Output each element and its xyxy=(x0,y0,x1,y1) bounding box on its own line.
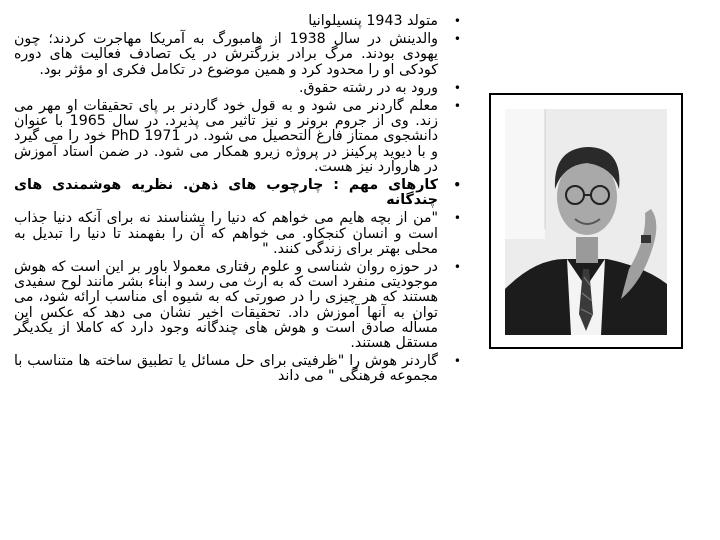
portrait-frame xyxy=(489,93,683,349)
bullet-dot: • xyxy=(453,14,461,28)
bullet-item-quote xyxy=(14,211,466,257)
bullet-dot: • xyxy=(453,32,461,47)
bullet-text: معلم گاردنر می شود و به قول خود گاردنر بر پای تحقیقات او مهر می زند. وی از جروم برونر و نیز تاثیر می پذیرد. در سال 1965 با عنوان دانشجوی ممتاز فارغ التحصیل می شود. در PhD 1971 خود را می گیرد و با دیوید پرکینز در پروژه زیرو همکار می شود. در ضمن استاد آموزش در هاروارد نیز هست. xyxy=(14,98,439,175)
portrait-photo xyxy=(505,109,667,335)
bullet-text: متولد 1943 پنسیلوانیا xyxy=(308,13,438,29)
portrait-illustration xyxy=(505,109,667,335)
bullet-item-parents xyxy=(14,32,466,78)
bullet-item-birth xyxy=(14,14,466,29)
bullet-dot: • xyxy=(453,260,461,275)
bullet-text: ورود به در رشته حقوق. xyxy=(298,79,438,96)
bullet-dot: • xyxy=(453,354,461,369)
bullet-item-works xyxy=(14,178,466,208)
bullet-list xyxy=(14,14,466,385)
bullet-text: در حوزه روان شناسی و علوم رفتاری معمولا باور بر این است که هوش موجودیتی منفرد است که به ارث می رسد و ابناء بشر مانند لوح سفیدی هستند که هر چیزی را در صورتی که به شیوه ای مناسب ارائه شود، می توان به آنها آموزش داد. تحقیقات اخیر نشان می دهد که عکس این مسأله صادق است و هوش های چندگانه وجود دارد که کاملا از یکدیگر مستقل هستند. xyxy=(14,259,438,352)
bullet-text: کارهای مهم : چارچوب های ذهن. نظریه هوشمندی های چندگانه xyxy=(14,177,438,209)
bullet-text: "من از بچه هایم می خواهم که دنیا را بشناسند نه برای آنکه دنیا جذاب است و انسان کنجکاو. می خواهم که آن را بفهمند تا دنیا را تبدیل به محلی بهتر برای زندگی کنند. " xyxy=(14,210,438,257)
bullet-item-definition xyxy=(14,354,466,384)
bullet-dot: • xyxy=(453,99,461,114)
bullet-dot: • xyxy=(453,211,461,226)
bullet-dot: • xyxy=(453,80,461,95)
bullet-item-intelligence xyxy=(14,260,466,351)
bullet-text: گاردنر هوش را "ظرفیتی برای حل مسائل یا تطبیق ساخته ها متناسب با مجموعه فرهنگی " می داند xyxy=(14,353,438,385)
bullet-item-law xyxy=(14,81,466,96)
bullet-dot: • xyxy=(453,178,461,193)
bullet-text: والدینش در سال 1938 از هامبورگ به آمریکا مهاجرت کردند؛ چون یهودی بودند. مرگ برادر بزرگترش در یک تصادف فعالیت های دوره کودکی او را محدود کرد و همین موضوع در تکامل فکری او مؤثر بود. xyxy=(14,31,438,78)
bullet-item-teacher xyxy=(14,99,466,175)
bullet-text-column xyxy=(14,14,466,388)
